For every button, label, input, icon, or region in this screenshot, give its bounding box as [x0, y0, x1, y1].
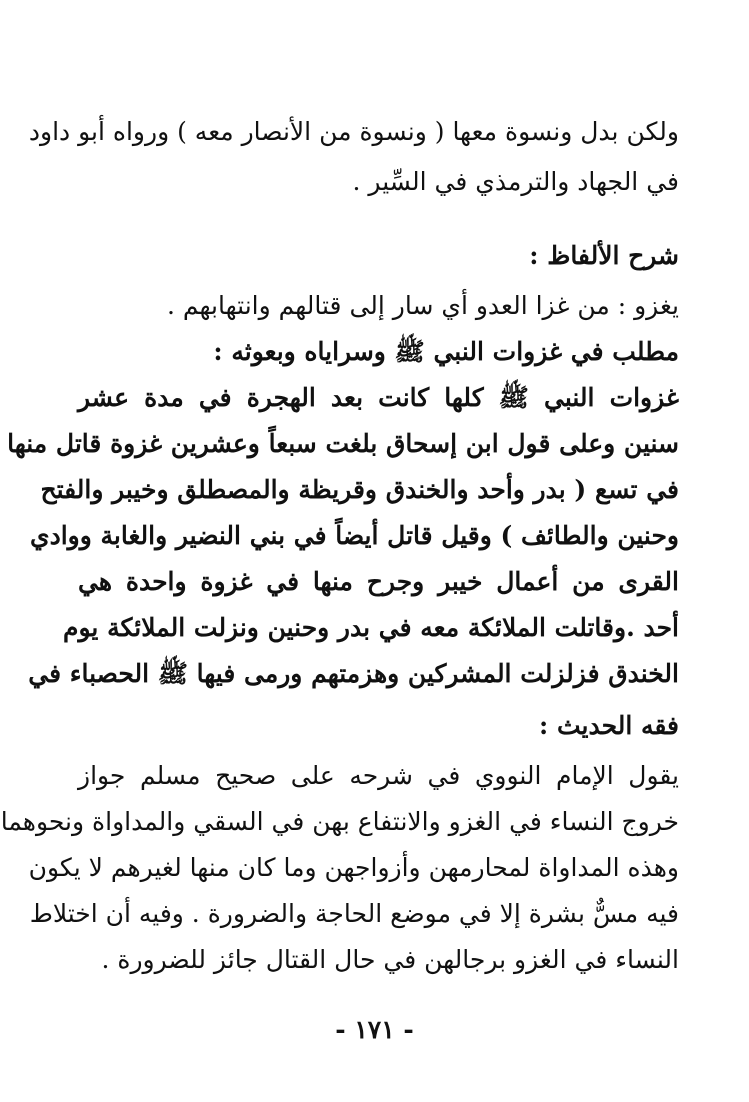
body-text-line: في الجهاد والترمذي في السِّير .: [352, 167, 679, 196]
campaigns-text-line: الخندق فزلزلت المشركين وهزمتهم ورمى فيها ﷺ الحصباء في: [28, 659, 679, 688]
campaigns-heading: مطلب في غزوات النبي ﷺ وسراياه وبعوثه :: [213, 337, 679, 366]
fiqh-heading: فقه الحديث :: [539, 711, 679, 740]
body-text-line: ولكن بدل ونسوة معها ( ونسوة من الأنصار معه ) ورواه أبو داود: [28, 117, 679, 146]
fiqh-text-line: يقول الإمام النووي في شرحه على صحيح مسلم جواز: [78, 761, 679, 790]
glossary-heading: شرح الألفاظ :: [529, 241, 679, 270]
campaigns-text-line: في تسع ( بدر وأحد والخندق وقريظة والمصطلق وخيبر والفتح: [40, 475, 679, 504]
glossary-definition: يغزو : من غزا العدو أي سار إلى قتالهم وانتهابهم .: [167, 291, 679, 320]
campaigns-text-line: أحد .وقاتلت الملائكة معه في بدر وحنين ونزلت الملائكة يوم: [63, 613, 679, 642]
page-number: - ١٧١ -: [335, 1015, 414, 1044]
fiqh-text-line: وهذه المداواة لمحارمهن وأزواجهن وما كان منها لغيرهم لا يكون: [28, 853, 679, 882]
campaigns-text-line: سنين وعلى قول ابن إسحاق بلغت سبعاً وعشرين غزوة قاتل منها: [7, 429, 679, 458]
campaigns-text-line: غزوات النبي ﷺ كلها كانت بعد الهجرة في مدة عشر: [78, 383, 679, 412]
fiqh-text-line: فيه مسٌّ بشرة إلا في موضع الحاجة والضرورة . وفيه أن اختلاط: [29, 899, 679, 928]
fiqh-text-line: خروج النساء في الغزو والانتفاع بهن في السقي والمداواة ونحوهما: [0, 807, 679, 836]
campaigns-text-line: القرى من أعمال خيبر وجرح منها في غزوة واحدة هي: [78, 567, 679, 596]
campaigns-text-line: وحنين والطائف ) وقيل قاتل أيضاً في بني النضير والغابة ووادي: [30, 521, 679, 550]
fiqh-text-line: النساء في الغزو برجالهن في حال القتال جائز للضرورة .: [101, 945, 679, 974]
